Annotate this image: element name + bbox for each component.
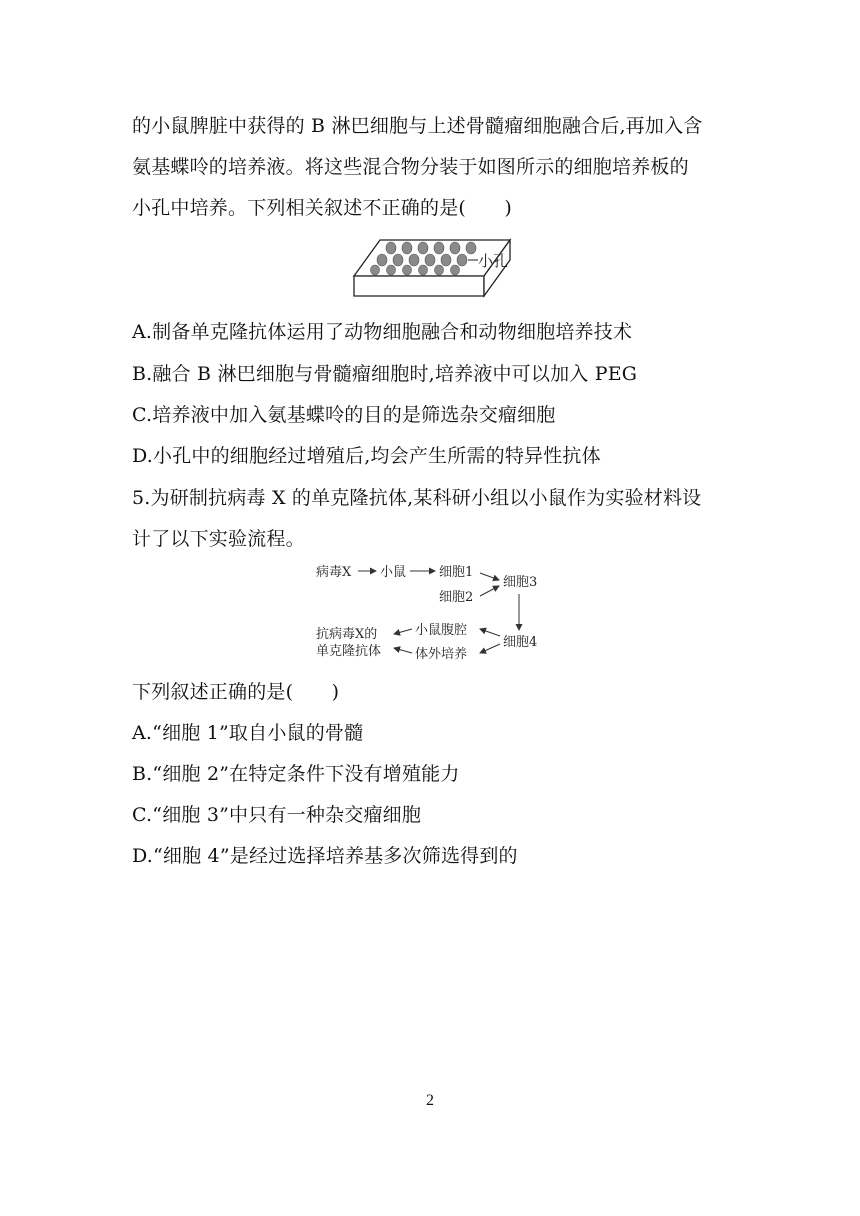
q4-option-a: A.制备单克隆抗体运用了动物细胞融合和动物细胞培养技术 [132, 321, 633, 343]
page-number: 2 [426, 1092, 434, 1109]
node-cell-4: 细胞4 [503, 635, 538, 650]
q5-question-line: 下列叙述正确的是( ) [132, 681, 340, 703]
node-antibody-line-2: 单克隆抗体 [316, 644, 382, 659]
arrow-invitro-antibody [394, 648, 412, 653]
experiment-flow-diagram [312, 560, 552, 666]
q5-stem-line-2: 计了以下实验流程。 [132, 528, 305, 550]
arrow-cell4-invitro [480, 644, 500, 653]
arrow-cell1-cell3 [480, 573, 499, 580]
small-well-label: 小孔 [478, 252, 509, 270]
q5-option-c: C.“细胞 3”中只有一种杂交瘤细胞 [132, 804, 422, 826]
q5-stem-line-1: 5.为研制抗病毒 X 的单克隆抗体,某科研小组以小鼠作为实验材料设 [132, 487, 702, 509]
q5-option-a: A.“细胞 1”取自小鼠的骨髓 [132, 722, 364, 744]
q4-option-c: C.培养液中加入氨基蝶呤的目的是筛选杂交瘤细胞 [132, 404, 556, 426]
node-cell-3: 细胞3 [503, 575, 538, 590]
q4-stem-line-2: 氨基蝶呤的培养液。将这些混合物分装于如图所示的细胞培养板的 [132, 156, 689, 178]
node-cell-1: 细胞1 [439, 565, 474, 580]
culture-plate-figure [350, 236, 520, 304]
q4-stem-line-3: 小孔中培养。下列相关叙述不正确的是( ) [132, 197, 513, 219]
node-in-vitro: 体外培养 [415, 647, 468, 662]
q5-option-d: D.“细胞 4”是经过选择培养基多次筛选得到的 [132, 845, 518, 867]
q5-option-b: B.“细胞 2”在特定条件下没有增殖能力 [132, 763, 460, 785]
node-mouse: 小鼠 [380, 565, 407, 580]
arrow-peritoneal-antibody [394, 629, 412, 634]
arrow-cell2-cell3 [480, 586, 499, 596]
q4-stem-line-1: 的小鼠脾脏中获得的 B 淋巴细胞与上述骨髓瘤细胞融合后,再加入含 [132, 115, 703, 137]
node-virus-x: 病毒X [316, 565, 352, 580]
q4-option-d: D.小孔中的细胞经过增殖后,均会产生所需的特异性抗体 [132, 445, 601, 467]
q4-option-b: B.融合 B 淋巴细胞与骨髓瘤细胞时,培养液中可以加入 PEG [132, 363, 638, 385]
node-peritoneal: 小鼠腹腔 [415, 623, 468, 638]
arrow-cell4-peritoneal [480, 629, 500, 636]
node-antibody-line-1: 抗病毒X的 [316, 627, 378, 642]
node-cell-2: 细胞2 [439, 590, 474, 605]
